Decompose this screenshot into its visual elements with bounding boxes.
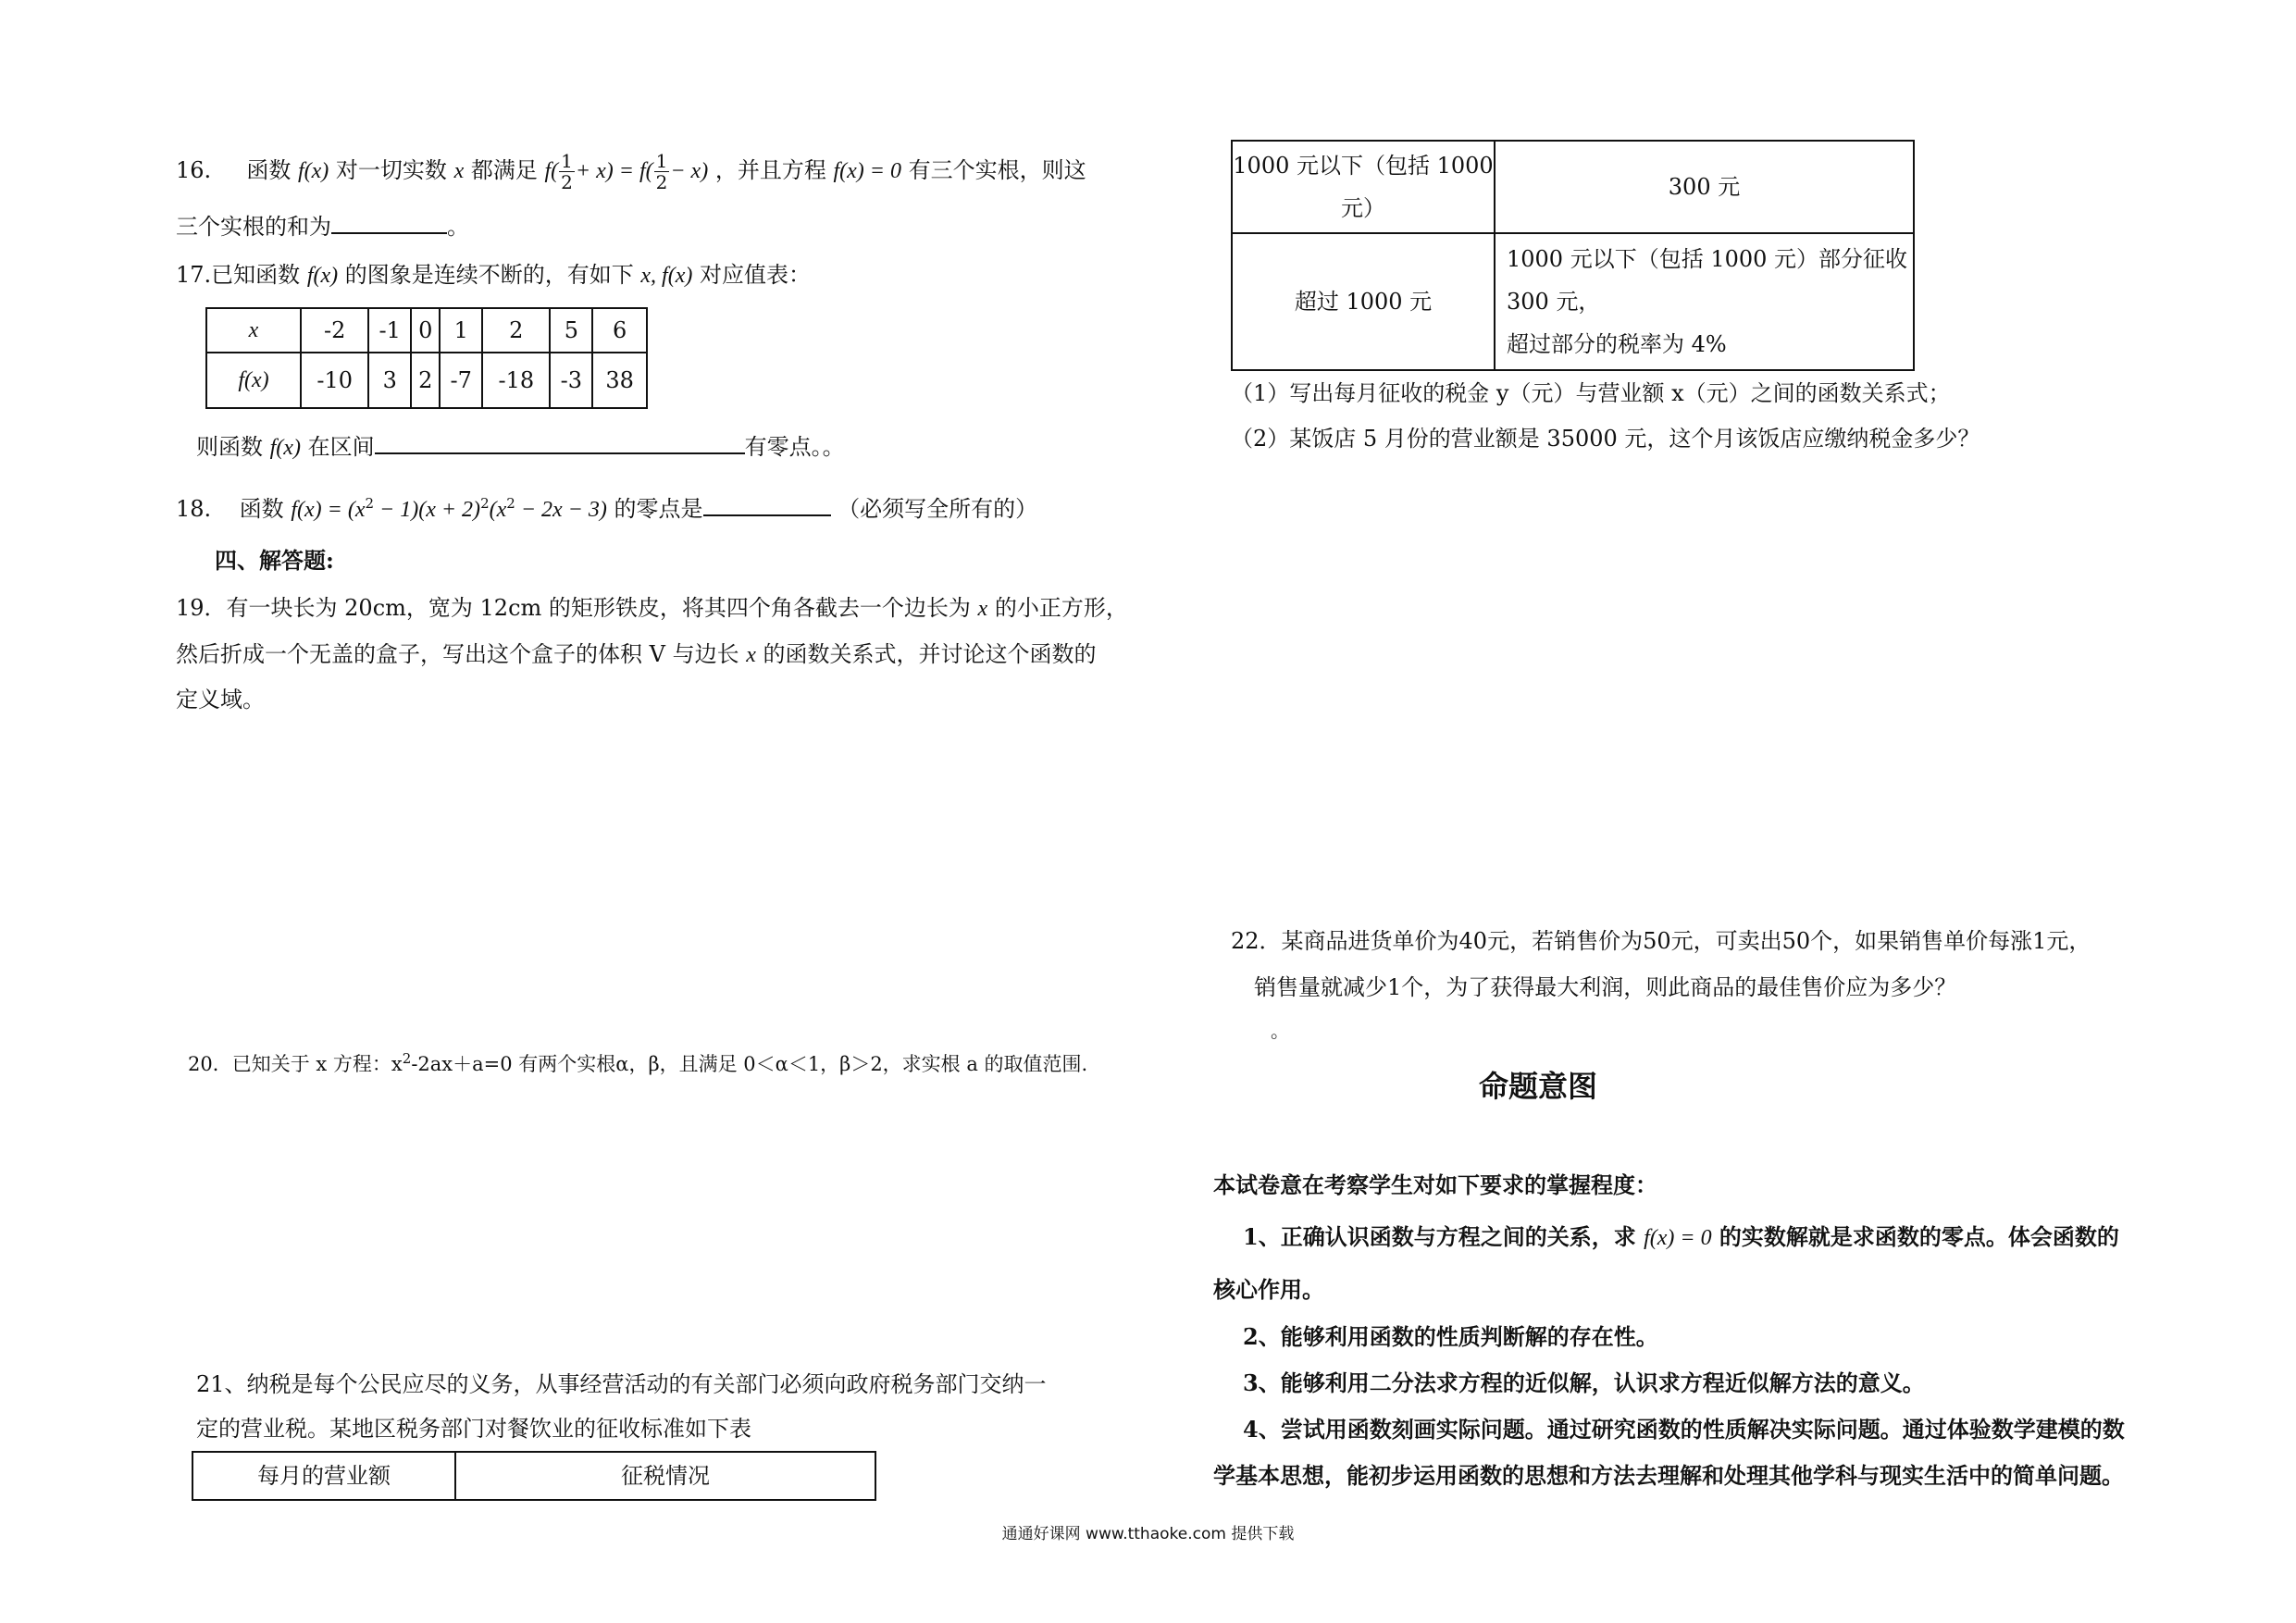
table-cell: 1000 元以下（包括 1000 元）部分征收 300 元， 超过部分的税率为 4% <box>1495 233 1914 370</box>
table-cell: 1000 元以下（包括 1000 元） <box>1232 141 1495 233</box>
section-heading: 四、解答题: <box>215 547 334 574</box>
row-label-fx: f(x) <box>206 353 301 408</box>
fraction-one-half: $\frac{1}{2}$ <box>655 150 668 193</box>
table-cell: -1 <box>368 308 411 353</box>
question-22-mark: 。 <box>1271 1020 1289 1042</box>
table-row-fx <box>206 353 647 408</box>
table-row <box>1232 233 1914 370</box>
intent-point-4-cont: 学基本思想，能初步运用函数的思想和方法去理解和处理其他学科与现实生活中的简单问题。 <box>1213 1462 2124 1489</box>
table-cell: 5 <box>550 308 592 353</box>
question-17-prompt: 则函数 f(x) 在区间 有零点。。 <box>196 428 845 464</box>
footer-source: 通通好课网 www.tthaoke.com 提供下载 <box>1001 1525 1295 1543</box>
question-21-line-1: 21、纳税是每个公民应尽的义务，从事经营活动的有关部门必须向政府税务部门交纳一 <box>196 1371 1047 1397</box>
question-17-intro: 17.已知函数 f(x) 的图象是连续不断的，有如下 x, f(x) 对应值表： <box>176 262 812 288</box>
header-monthly-revenue: 每月的营业额 <box>192 1452 455 1500</box>
intent-point-1: 1、正确认识函数与方程之间的关系，求 f(x) = 0 的实数解就是求函数的零点。体会函数的 <box>1243 1223 2119 1250</box>
table-cell: -10 <box>301 353 368 408</box>
table-cell: 6 <box>592 308 647 353</box>
table-cell: 超过 1000 元 <box>1232 233 1495 370</box>
question-16-line-2: 三个实根的和为 。 <box>176 208 469 242</box>
table-cell: 0 <box>411 308 440 353</box>
table-cell: 1 <box>440 308 482 353</box>
intent-intro: 本试卷意在考察学生对如下要求的掌握程度： <box>1213 1171 1657 1198</box>
answer-blank <box>375 428 745 454</box>
question-21-line-2: 定的营业税。某地区税务部门对餐饮业的征收标准如下表 <box>196 1416 751 1442</box>
table-row-x <box>206 308 647 353</box>
question-19-line-3: 定义域。 <box>176 687 265 712</box>
table-cell: -18 <box>482 353 550 408</box>
intent-point-4: 4、尝试用函数刻画实际问题。通过研究函数的性质解决实际问题。通过体验数学建模的数 <box>1243 1416 2125 1443</box>
question-20: 20．已知关于 x 方程：$x^2-2ax+a=0$ 有两个实根α，β，且满足 0＜α＜1，β＞2，求实根 a 的取值范围. <box>188 1050 1088 1075</box>
question-19-line-2: 然后折成一个无盖的盒子，写出这个盒子的体积 V 与边长 x 的函数关系式，并讨论这个函数的 <box>176 641 1097 667</box>
value-table <box>205 307 648 409</box>
question-16-line-1: 16. 函数 f(x) 对一切实数 x 都满足 f( $\frac{1}{2}$ + x) = f( $\frac{1}{2}$ − x) ，并且方程 f(x) = 0 有三个实根，则这 <box>176 150 1086 193</box>
intent-point-1-cont: 核心作用。 <box>1213 1276 1324 1303</box>
intent-title: 命题意图 <box>1479 1069 1598 1104</box>
intent-point-2: 2、能够利用函数的性质判断解的存在性。 <box>1243 1323 1658 1350</box>
table-cell: 3 <box>368 353 411 408</box>
table-row <box>192 1452 875 1500</box>
question-18: 18. 函数 $f(x) = (x^2 - 1)(x + 2)^2(x^2 - 2x - 3)$ 的零点是 （必须写全所有的） <box>176 490 1037 526</box>
table-cell: -2 <box>301 308 368 353</box>
question-21-part-2: （2）某饭店 5 月份的营业额是 35000 元，这个月该饭店应缴纳税金多少？ <box>1231 426 1980 452</box>
question-19-line-1: 19．有一块长为 20cm，宽为 12cm 的矩形铁皮，将其四个角各截去一个边长为 x 的小正方形， <box>176 595 1128 621</box>
intent-point-3: 3、能够利用二分法求方程的近似解，认识求方程近似解方法的意义。 <box>1243 1369 1925 1396</box>
table-cell: 2 <box>411 353 440 408</box>
table-cell: 2 <box>482 308 550 353</box>
answer-blank <box>331 208 447 234</box>
header-tax-status: 征税情况 <box>455 1452 875 1500</box>
table-cell: -3 <box>550 353 592 408</box>
tax-table-header <box>192 1451 876 1501</box>
row-label-x: x <box>206 308 301 353</box>
table-row <box>1232 141 1914 233</box>
table-cell: 300 元 <box>1495 141 1914 233</box>
answer-blank <box>703 490 831 516</box>
table-cell: 38 <box>592 353 647 408</box>
question-22-line-1: 22．某商品进货单价为40元，若销售价为50元，可卖出50个，如果销售单价每涨1元， <box>1231 928 2091 954</box>
fraction-one-half: $\frac{1}{2}$ <box>561 150 573 193</box>
table-cell: -7 <box>440 353 482 408</box>
question-22-line-2: 销售量就减少1个，为了获得最大利润，则此商品的最佳售价应为多少？ <box>1254 974 1957 1000</box>
tax-table-body <box>1231 140 1915 371</box>
question-21-part-1: （1）写出每月征收的税金 y（元）与营业额 x（元）之间的函数关系式； <box>1231 380 1951 406</box>
